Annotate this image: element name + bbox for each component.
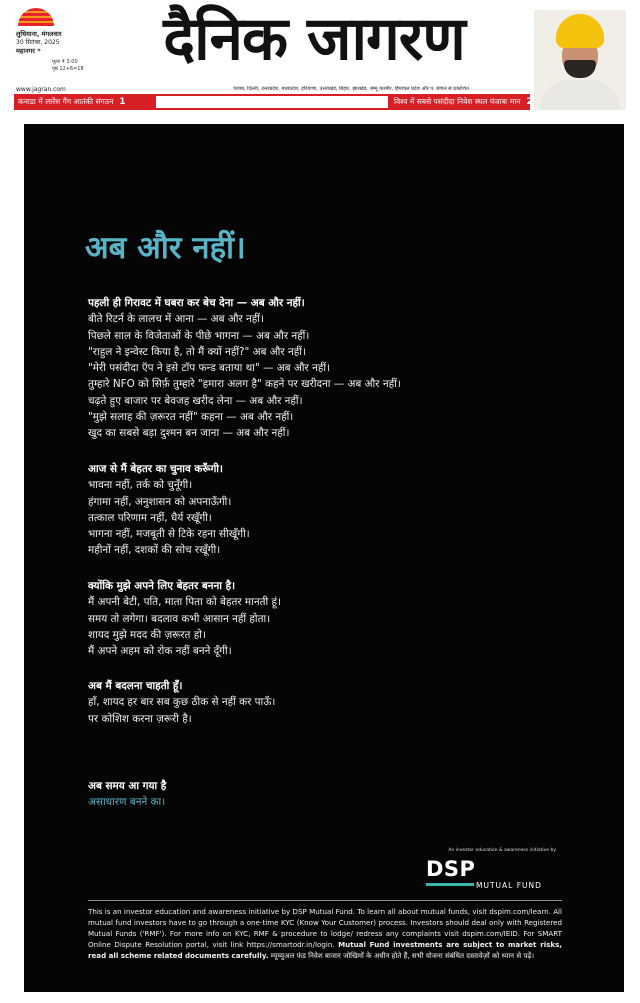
stanza-line: आज से मैं बेहतर का चुनाव करूँगी। bbox=[88, 463, 223, 475]
sun-logo-icon bbox=[18, 8, 54, 26]
ad-headline: अब और नहीं। bbox=[85, 230, 246, 266]
stanza-line: हाँ, शायद हर बार सब कुछ ठीक से नहीं कर पाऊँ। bbox=[88, 696, 276, 709]
left-headline-teaser[interactable] bbox=[14, 94, 156, 110]
stanza-line: पर कोशिश करना ज़रूरी है। bbox=[88, 712, 192, 725]
dsp-logo[interactable] bbox=[424, 857, 556, 890]
stanza-be-better bbox=[88, 578, 281, 659]
newspaper-masthead bbox=[0, 0, 640, 107]
stanza-no-more bbox=[88, 295, 401, 442]
politician-photo bbox=[534, 10, 626, 110]
closing-line: अब समय आ गया है bbox=[88, 780, 167, 792]
price: मूल्य ₹ 3.00 bbox=[52, 59, 78, 65]
edition-name: महानगर * bbox=[16, 47, 41, 55]
disclaimer bbox=[88, 906, 562, 961]
stanza-line: तत्काल परिणाम नहीं, धैर्य रखूँगी। bbox=[88, 511, 212, 524]
closing-lines bbox=[88, 778, 166, 811]
right-headline-teaser[interactable] bbox=[392, 94, 533, 110]
stanza-line: महीनों नहीं, दशकों की सोच रखूँगी। bbox=[88, 544, 221, 557]
stanza-line: "मुझे सलाह की ज़रूरत नहीं" कहना — अब और नहीं। bbox=[88, 411, 294, 424]
stanza-line: भागना नहीं, मजबूती से टिके रहना सीखूँगी। bbox=[88, 528, 250, 541]
dsp-logo-text: DSP bbox=[426, 857, 476, 881]
disclaimer-hindi: म्यूच्युअल फंड निवेश बाजार जोखिमों के अधीन होते हैं, सभी योजना संबंधित दस्तावेज़ों को ध्यान से पढ़ें। bbox=[270, 951, 535, 961]
stanza-want-change bbox=[88, 678, 275, 727]
headline-bar-divider bbox=[156, 96, 388, 108]
closing-line-accent: असाधारण बनने का। bbox=[88, 796, 166, 809]
edition-info bbox=[16, 30, 86, 56]
stanza-line: बीते रिटर्न के लालच में आना — अब और नहीं। bbox=[88, 313, 264, 326]
right-headline-text: विश्व में सबसे पसंदीदा निवेश स्थल पंजाबः मान bbox=[394, 97, 521, 106]
edition-city: लुधियाना, मंगलवार bbox=[16, 30, 62, 38]
divider bbox=[88, 900, 562, 901]
stanza-line: पहली ही गिरावट में घबरा कर बेच देना — अब और नहीं। bbox=[88, 297, 305, 309]
stanza-line: "मेरी पसंदीदा ऍप ने इसे टॉप फन्ड बताया था" — अब और नहीं। bbox=[88, 362, 330, 375]
dsp-subtitle: MUTUAL FUND bbox=[476, 881, 542, 890]
stanza-line: समय तो लगेगा। बदलाव कभी आसान नहीं होता। bbox=[88, 612, 271, 625]
stanza-choose-better bbox=[88, 461, 250, 559]
dsp-advertisement bbox=[24, 124, 624, 992]
website-link[interactable]: www.jagran.com bbox=[16, 86, 66, 93]
stanza-line: क्योंकि मुझे अपने लिए बेहतर बनना है। bbox=[88, 580, 236, 592]
right-headline-page: 2 bbox=[526, 97, 533, 107]
stanza-line: मैं अपने अहम को रोक नहीं बनने दूँगी। bbox=[88, 645, 232, 658]
dsp-tagline: An investor education & awareness initiative by bbox=[448, 848, 556, 853]
left-headline-text: कनाडा में लारेंस गैंग आतंकी संगठन bbox=[18, 97, 114, 106]
newspaper-logo: दैनिक जागरण bbox=[163, 4, 465, 74]
left-headline-page: 1 bbox=[119, 97, 126, 107]
price-info bbox=[52, 59, 84, 73]
disclaimer-main: This is an investor education and awareness initiative by DSP Mutual Fund. To learn all about mutual funds, visit dspim.com/learn. All mutual fund investors have to go through a one-time KYC (Know Your Customer) process. Investors should deal only with Registered Mutual Funds ('RMF'). For more info on KYC, RMF & procedure to lodge/ redress any complaints visit dspim.com/IEID. For SMART Online Dispute Resolution portal, visit link https://smartodr.in/login. bbox=[88, 907, 562, 950]
stanza-line: भावना नहीं, तर्क को चुनूँगी। bbox=[88, 479, 193, 492]
stanza-line: हंगामा नहीं, अनुशासन को अपनाऊँगी। bbox=[88, 495, 232, 508]
stanza-line: अब मैं बदलना चाहती हूँ। bbox=[88, 680, 183, 692]
disclaimer-risk-warning: Mutual Fund investments are subject to market risks, read all scheme related documents carefully. bbox=[88, 940, 562, 961]
page-count: पृष्ठ 12+6=18 bbox=[52, 66, 84, 72]
headline-bar bbox=[14, 94, 533, 110]
stanza-line: तुम्हारे NFO को सिर्फ़ तुम्हारे "हमारा अलग है" कहने पर खरीदना — अब और नहीं। bbox=[88, 378, 401, 391]
dsp-logo-bar-icon bbox=[426, 883, 474, 886]
edition-date: 30 सितंबर, 2025 bbox=[16, 38, 60, 46]
stanza-line: मैं अपनी बेटी, पति, माता पिता को बेहतर मानती हूं। bbox=[88, 596, 281, 609]
stanza-line: चढ़ते हुए बाजार पर बेवजह खरीद लेना — अब और नहीं। bbox=[88, 394, 303, 407]
publication-cities: पंजाब, दिल्ली, उत्तरप्रदेश, मध्यप्रदेश, हरियाणा, उत्तराखंड, बिहार, झारखंड, जम्मू कश्मीर, हिमाचल प्रदेश और प. बंगाल से प्रकाशित bbox=[233, 86, 469, 92]
stanza-line: "राहुल ने इन्वेस्ट किया है, तो मैं क्यों नहीं?" अब और नहीं। bbox=[88, 345, 306, 358]
stanza-line: पिछले साल के विजेताओं के पीछे भागना — अब और नहीं। bbox=[88, 329, 310, 342]
stanza-line: खुद का सबसे बड़ा दुश्मन बन जाना — अब और नहीं। bbox=[88, 427, 290, 440]
dsp-brand-block bbox=[424, 848, 556, 890]
stanza-line: शायद मुझे मदद की ज़रूरत हो। bbox=[88, 628, 206, 641]
